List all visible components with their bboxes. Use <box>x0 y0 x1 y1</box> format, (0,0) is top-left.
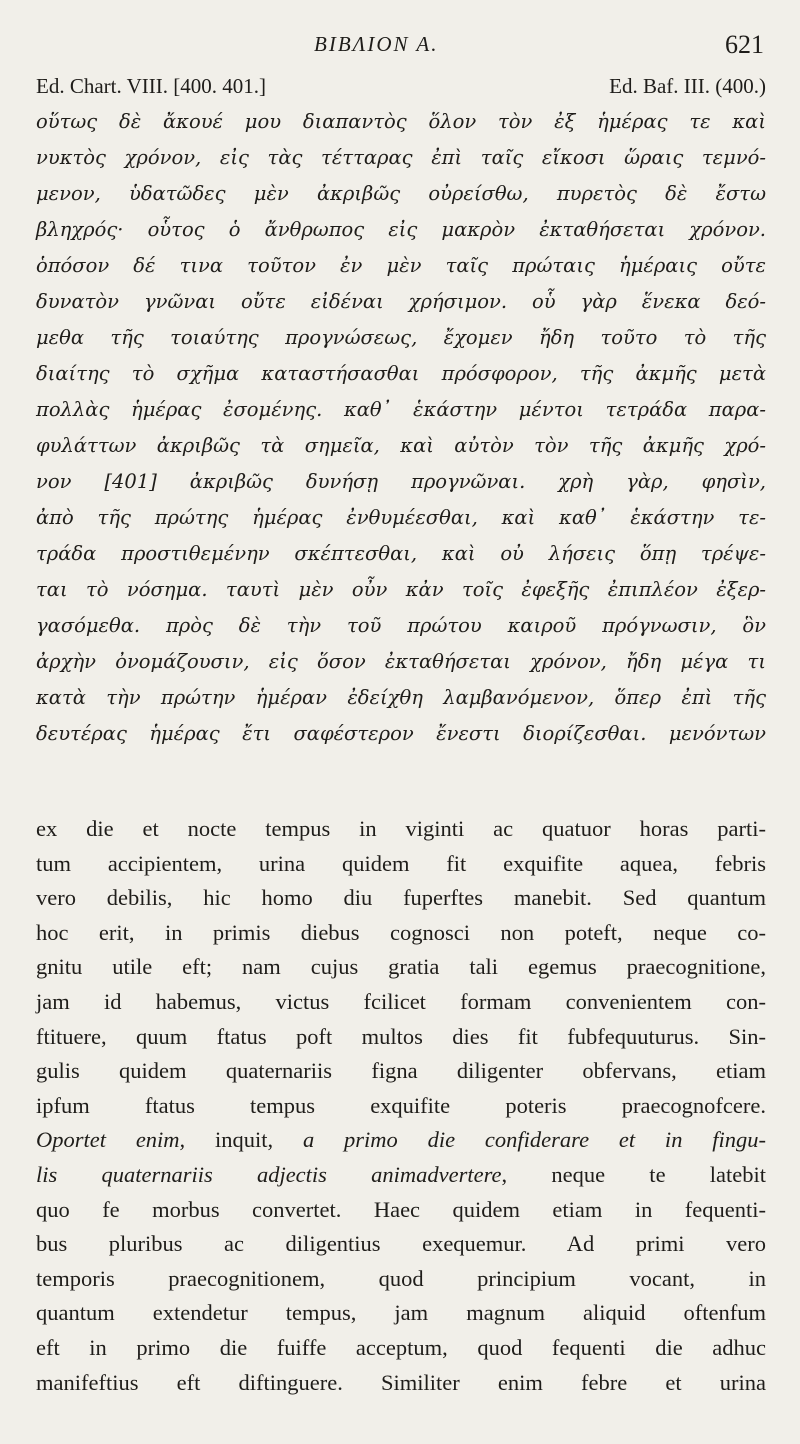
latin-text-line <box>36 1089 766 1124</box>
greek-text-line: δυνατὸν γνῶναι οὔτε εἰδέναι χρήσιμον. οὗ γὰρ ἕνεκα δεό- <box>36 290 766 313</box>
greek-text-line: πολλὰς ἡμέρας ἐσομένης. καθ᾽ ἑκάστην μέντοι τετράδα παρα- <box>36 398 766 421</box>
greek-text-line: ται τὸ νόσημα. ταυτὶ μὲν οὖν κἀν τοῖς ἐφεξῆς ἐπιπλέον ἐξερ- <box>36 578 766 601</box>
text-run: tum accipientem, urina quidem fit exquifite aquea, febris <box>36 850 766 876</box>
latin-text-line <box>36 1366 766 1401</box>
text-run: gnitu utile eft; nam cujus gratia tali egemus praecognitione, <box>36 954 766 980</box>
running-head <box>0 30 800 64</box>
greek-text-line: διαίτης τὸ σχῆμα καταστήσασθαι πρόσφορον, τῆς ἀκμῆς μετὰ <box>36 362 766 385</box>
text-run: vero debilis, hic homo diu fuperftes manebit. Sed quantum <box>36 885 766 911</box>
latin-text-line <box>36 950 766 985</box>
page-number: 621 <box>725 30 764 59</box>
text-run: hoc erit, in primis diebus cognosci non poteft, neque co- <box>36 919 766 945</box>
edition-reference-basel: Ed. Baf. III. (400.) <box>609 74 766 98</box>
latin-text-line <box>36 1020 766 1055</box>
latin-text-line <box>36 1262 766 1297</box>
latin-text-line <box>36 1296 766 1331</box>
greek-text-block <box>36 104 766 752</box>
latin-text-line <box>36 1123 766 1158</box>
latin-text-block <box>36 812 766 1400</box>
edition-references <box>36 74 766 104</box>
text-run: gulis quidem quaternariis figna diligenter obfervans, etiam <box>36 1058 766 1084</box>
latin-text-line <box>36 916 766 951</box>
edition-reference-chart: Ed. Chart. VIII. [400. 401.] <box>36 74 266 98</box>
latin-text-line <box>36 881 766 916</box>
latin-text-line <box>36 985 766 1020</box>
text-run: bus pluribus ac diligentius exequemur. Ad primi vero <box>36 1231 766 1257</box>
greek-text-line: ἀρχὴν ὀνομάζουσιν, εἰς ὅσον ἐκταθήσεται χρόνον, ἤδη μέγα τι <box>36 650 766 673</box>
greek-text-line: μεθα τῆς τοιαύτης προγνώσεως, ἔχομεν ἤδη τοῦτο τὸ τῆς <box>36 326 766 349</box>
book-title: BIBΛION A. <box>314 32 439 56</box>
greek-text-line: ὁπόσον δέ τινα τοῦτον ἐν μὲν ταῖς πρώταις ἡμέραις οὔτε <box>36 254 766 277</box>
text-run: , neque te latebit <box>501 1161 766 1187</box>
text-run: ftituere, quum ftatus poft multos dies fit fubfequuturus. Sin- <box>36 1023 766 1049</box>
greek-text-line: φυλάττων ἀκριβῶς τὰ σημεῖα, καὶ αὐτὸν τὸν τῆς ἀκμῆς χρό- <box>36 434 766 457</box>
greek-text-line: οὕτως δὲ ἄκουέ μου διαπαντὸς ὅλον τὸν ἐξ ἡμέρας τε καὶ <box>36 110 766 133</box>
text-run: inquit, <box>185 1127 303 1153</box>
greek-text-line: δευτέρας ἡμέρας ἔτι σαφέστερον ἔνεστι διορίζεσθαι. μενόντων <box>36 722 766 745</box>
latin-text-line <box>36 1331 766 1366</box>
latin-text-line <box>36 1227 766 1262</box>
text-run: quantum extendetur tempus, jam magnum aliquid oftenfum <box>36 1300 766 1326</box>
text-run: jam id habemus, victus fcilicet formam convenientem con- <box>36 988 766 1014</box>
latin-text-line <box>36 1158 766 1193</box>
greek-text-line: ἀπὸ τῆς πρώτης ἡμέρας ἐνθυμέεσθαι, καὶ καθ᾽ ἑκάστην τε- <box>36 506 766 529</box>
italic-quotation: lis quaternariis adjectis animadvertere <box>36 1161 502 1187</box>
greek-text-line: νον [401] ἀκριβῶς δυνήσῃ προγνῶναι. χρὴ γὰρ, φησὶν, <box>36 470 766 493</box>
text-run: eft in primo die fuiffe acceptum, quod fequenti die adhuc <box>36 1334 766 1360</box>
latin-text-line <box>36 1054 766 1089</box>
text-run: temporis praecognitionem, quod principium vocant, in <box>36 1265 766 1291</box>
text-run: quo fe morbus convertet. Haec quidem etiam in fequenti- <box>36 1196 766 1222</box>
greek-text-line: γασόμεθα. πρὸς δὲ τὴν τοῦ πρώτου καιροῦ πρόγνωσιν, ὃν <box>36 614 766 637</box>
italic-quotation: a primo die confiderare et in fingu- <box>302 1127 767 1153</box>
greek-text-line: τράδα προστιθεμένην σκέπτεσθαι, καὶ οὐ λήσεις ὅπῃ τρέψε- <box>36 542 766 565</box>
text-run: ex die et nocte tempus in viginti ac quatuor horas parti- <box>36 816 766 841</box>
text-run: manifeftius eft diftinguere. Similiter enim febre et urina <box>36 1369 766 1395</box>
italic-quotation: Oportet enim, <box>36 1127 186 1153</box>
latin-text-line <box>36 812 766 847</box>
greek-text-line: νυκτὸς χρόνον, εἰς τὰς τέτταρας ἐπὶ ταῖς εἴκοσι ὥραις τεμνό- <box>36 146 766 169</box>
latin-text-line <box>36 847 766 882</box>
latin-text-line <box>36 1193 766 1228</box>
greek-text-line: μενον, ὑδατῶδες μὲν ἀκριβῶς οὐρείσθω, πυρετὸς δὲ ἔστω <box>36 182 766 205</box>
greek-text-line: κατὰ τὴν πρώτην ἡμέραν ἐδείχθη λαμβανόμενον, ὅπερ ἐπὶ τῆς <box>36 686 766 709</box>
greek-text-line: βληχρός· οὗτος ὁ ἄνθρωπος εἰς μακρὸν ἐκταθήσεται χρόνον. <box>36 218 766 241</box>
text-run: ipfum ftatus tempus exquifite poteris praecognofcere. <box>36 1092 766 1118</box>
